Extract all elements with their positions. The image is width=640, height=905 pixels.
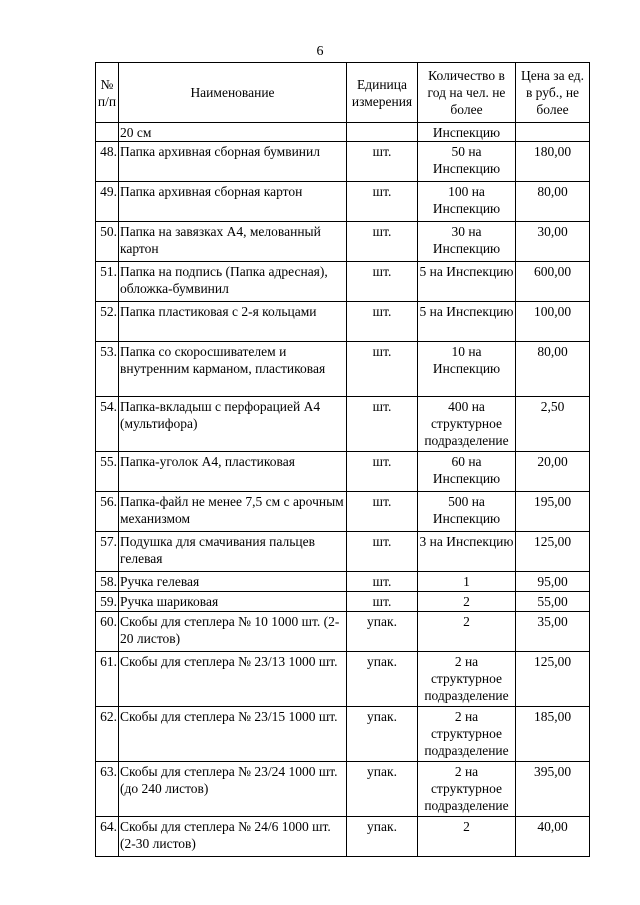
row-qty: 60 на Инспекцию (418, 452, 516, 492)
row-unit: шт. (347, 262, 418, 302)
row-qty: 400 на структурное подразделение (418, 397, 516, 452)
row-name: Папка со скоросшивателем и внутренним карманом, пластиковая (119, 342, 347, 397)
row-name: Скобы для степлера № 23/24 1000 шт. (до 240 листов) (119, 762, 347, 817)
row-qty: 2 (418, 592, 516, 612)
row-num: 49. (96, 182, 119, 222)
row-unit: упак. (347, 707, 418, 762)
row-name: Папка-файл не менее 7,5 см с арочным механизмом (119, 492, 347, 532)
row-num: 54. (96, 397, 119, 452)
row-qty: 1 (418, 572, 516, 592)
row-price: 20,00 (516, 452, 590, 492)
table-row (96, 182, 590, 222)
table-row (96, 342, 590, 397)
table-row (96, 652, 590, 707)
row-price: 80,00 (516, 182, 590, 222)
row-num: 59. (96, 592, 119, 612)
row-num: 51. (96, 262, 119, 302)
row-qty: 2 на структурное подразделение (418, 707, 516, 762)
table-row (96, 532, 590, 572)
row-qty: 3 на Инспекцию (418, 532, 516, 572)
table-row (96, 707, 590, 762)
row-price (516, 123, 590, 142)
header-unit: Единица измерения (347, 63, 418, 123)
row-unit (347, 123, 418, 142)
row-num: 56. (96, 492, 119, 532)
row-unit: шт. (347, 532, 418, 572)
row-price: 55,00 (516, 592, 590, 612)
row-name: Папка пластиковая с 2-я кольцами (119, 302, 347, 342)
row-unit: шт. (347, 142, 418, 182)
row-price: 35,00 (516, 612, 590, 652)
row-num: 52. (96, 302, 119, 342)
row-num: 48. (96, 142, 119, 182)
row-name: Скобы для степлера № 24/6 1000 шт. (2-30 листов) (119, 817, 347, 857)
row-price: 395,00 (516, 762, 590, 817)
row-name: Скобы для степлера № 10 1000 шт. (2-20 листов) (119, 612, 347, 652)
row-num: 57. (96, 532, 119, 572)
row-qty: 100 на Инспекцию (418, 182, 516, 222)
row-num: 60. (96, 612, 119, 652)
row-unit: шт. (347, 452, 418, 492)
row-num: 58. (96, 572, 119, 592)
row-unit: упак. (347, 817, 418, 857)
row-unit: шт. (347, 592, 418, 612)
row-unit: шт. (347, 302, 418, 342)
row-name: Подушка для смачивания пальцев гелевая (119, 532, 347, 572)
row-qty: 10 на Инспекцию (418, 342, 516, 397)
row-unit: шт. (347, 222, 418, 262)
row-name: Ручка шариковая (119, 592, 347, 612)
header-name: Наименование (119, 63, 347, 123)
row-qty: Инспекцию (418, 123, 516, 142)
supplies-table (95, 62, 590, 857)
page-number: 6 (316, 44, 324, 59)
row-qty: 500 на Инспекцию (418, 492, 516, 532)
table-body (96, 123, 590, 857)
row-price: 125,00 (516, 532, 590, 572)
row-name: Папка на завязках А4, мелованный картон (119, 222, 347, 262)
row-num: 55. (96, 452, 119, 492)
row-price: 100,00 (516, 302, 590, 342)
row-price: 180,00 (516, 142, 590, 182)
row-unit: шт. (347, 572, 418, 592)
row-num: 62. (96, 707, 119, 762)
row-num: 53. (96, 342, 119, 397)
row-num: 50. (96, 222, 119, 262)
table-row (96, 762, 590, 817)
row-num: 64. (96, 817, 119, 857)
row-unit: упак. (347, 612, 418, 652)
row-qty: 2 на структурное подразделение (418, 762, 516, 817)
row-price: 40,00 (516, 817, 590, 857)
row-qty: 5 на Инспекцию (418, 302, 516, 342)
table-row (96, 302, 590, 342)
row-price: 30,00 (516, 222, 590, 262)
table-row (96, 142, 590, 182)
table-row (96, 592, 590, 612)
row-unit: шт. (347, 492, 418, 532)
table-row (96, 492, 590, 532)
table-row (96, 572, 590, 592)
row-qty: 5 на Инспекцию (418, 262, 516, 302)
row-price: 185,00 (516, 707, 590, 762)
row-name: Папка-вкладыш с перфорацией А4 (мультифора) (119, 397, 347, 452)
row-price: 125,00 (516, 652, 590, 707)
row-name: Папка-уголок А4, пластиковая (119, 452, 347, 492)
row-unit: шт. (347, 397, 418, 452)
row-name: Скобы для степлера № 23/15 1000 шт. (119, 707, 347, 762)
row-num (96, 123, 119, 142)
row-qty: 2 (418, 612, 516, 652)
row-unit: упак. (347, 762, 418, 817)
row-name: Ручка гелевая (119, 572, 347, 592)
table-header-row (96, 63, 590, 123)
header-num: № п/п (96, 63, 119, 123)
row-name: 20 см (119, 123, 347, 142)
row-num: 61. (96, 652, 119, 707)
table-row (96, 222, 590, 262)
table-row (96, 612, 590, 652)
table-row (96, 452, 590, 492)
table-row (96, 262, 590, 302)
row-qty: 2 (418, 817, 516, 857)
header-qty: Количество в год на чел. не более (418, 63, 516, 123)
row-price: 80,00 (516, 342, 590, 397)
row-qty: 50 на Инспекцию (418, 142, 516, 182)
header-price: Цена за ед. в руб., не более (516, 63, 590, 123)
row-unit: упак. (347, 652, 418, 707)
row-qty: 30 на Инспекцию (418, 222, 516, 262)
row-price: 195,00 (516, 492, 590, 532)
row-name: Папка на подпись (Папка адресная), обложка-бумвинил (119, 262, 347, 302)
row-qty: 2 на структурное подразделение (418, 652, 516, 707)
row-unit: шт. (347, 342, 418, 397)
row-name: Папка архивная сборная бумвинил (119, 142, 347, 182)
row-num: 63. (96, 762, 119, 817)
table-row (96, 123, 590, 142)
table-row (96, 397, 590, 452)
row-name: Папка архивная сборная картон (119, 182, 347, 222)
row-name: Скобы для степлера № 23/13 1000 шт. (119, 652, 347, 707)
table-row (96, 817, 590, 857)
row-price: 600,00 (516, 262, 590, 302)
row-price: 2,50 (516, 397, 590, 452)
row-unit: шт. (347, 182, 418, 222)
row-price: 95,00 (516, 572, 590, 592)
